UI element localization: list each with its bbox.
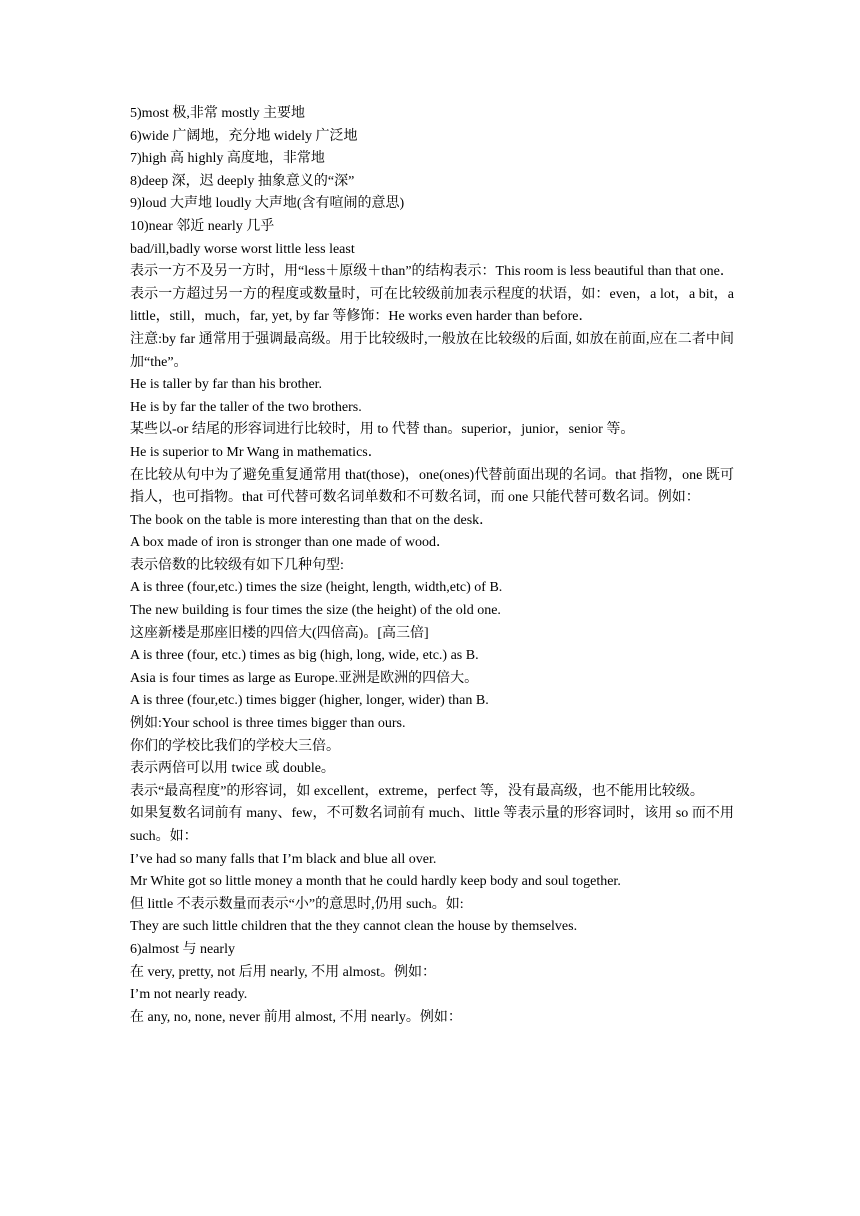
- section-heading: 6)almost 与 nearly: [130, 941, 235, 957]
- text-line: 但 little 不表示数量而表示“小”的意思时,仍用 such。如:: [130, 896, 464, 912]
- text-line: 表示两倍可以用 twice 或 double。: [130, 761, 335, 777]
- paragraph: 表示一方超过另一方的程度或数量时，可在比较级前加表示程度的状语，如：even，a lot，a bit，a little，still，much，far, yet, by far 等修饰：He works even harder than before．: [130, 286, 734, 325]
- example-sentence: Asia is four times as large as Europe.亚洲是欧洲的四倍大。: [130, 670, 479, 686]
- example-sentence: A box made of iron is stronger than one made of wood．: [130, 535, 450, 551]
- example-sentence: They are such little children that the they cannot clean the house by themselves.: [130, 919, 578, 935]
- paragraph: 表示一方不及另一方时，用“less＋原级＋than”的结构表示：This room is less beautiful than that one．: [130, 264, 734, 280]
- text-line: 9)loud 大声地 loudly 大声地(含有喧闹的意思): [130, 196, 405, 212]
- example-sentence: The new building is four times the size (the height) of the old one.: [130, 603, 501, 619]
- pattern-line: A is three (four,etc.) times the size (height, length, width,etc) of B.: [130, 580, 503, 596]
- text-line: 10)near 邻近 nearly 几乎: [130, 218, 275, 234]
- paragraph: 表示“最高程度”的形容词，如 excellent，extreme，perfect 等，没有最高级，也不能用比较级。: [130, 783, 704, 799]
- paragraph: 如果复数名词前有 many、few，不可数名词前有 much、little 等表示量的形容词时，该用 so 而不用 such。如：: [130, 806, 734, 844]
- text-line: 8)deep 深，迟 deeply 抽象意义的“深”: [130, 173, 355, 189]
- example-sentence: He is superior to Mr Wang in mathematics．: [130, 444, 382, 460]
- translation-line: 你们的学校比我们的学校大三倍。: [130, 738, 340, 754]
- translation-line: 这座新楼是那座旧楼的四倍大(四倍高)。[高三倍]: [130, 625, 429, 641]
- document-page: [130, 103, 734, 1029]
- pattern-line: A is three (four, etc.) times as big (high, long, wide, etc.) as B.: [130, 648, 479, 664]
- text-line: 在 very, pretty, not 后用 nearly, 不用 almost。例如：: [130, 964, 437, 980]
- text-line: 表示倍数的比较级有如下几种句型:: [130, 557, 344, 573]
- paragraph: 注意:by far 通常用于强调最高级。用于比较级时,一般放在比较级的后面, 如放在前面,应在二者中间加“the”。: [130, 331, 734, 370]
- text-line: bad/ill,badly worse worst little less least: [130, 241, 355, 257]
- text-line: 在 any, no, none, never 前用 almost, 不用 nearly。例如：: [130, 1009, 462, 1025]
- text-line: 6)wide 广阔地，充分地 widely 广泛地: [130, 128, 358, 144]
- pattern-line: A is three (four,etc.) times bigger (higher, longer, wider) than B.: [130, 693, 489, 709]
- example-sentence: I’m not nearly ready.: [130, 987, 248, 1003]
- example-sentence: I’ve had so many falls that I’m black and blue all over.: [130, 851, 437, 867]
- paragraph: 在比较从句中为了避免重复通常用 that(those)，one(ones)代替前面出现的名词。that 指物，one 既可指人，也可指物。that 可代替可数名词单数和不可数名词，而 one 只能代替可数名词。例如：: [130, 467, 734, 506]
- example-sentence: He is taller by far than his brother.: [130, 377, 323, 393]
- example-sentence: Mr White got so little money a month that he could hardly keep body and soul together.: [130, 874, 621, 890]
- text-line: 5)most 极,非常 mostly 主要地: [130, 106, 306, 121]
- example-sentence: He is by far the taller of the two brothers.: [130, 399, 362, 415]
- example-sentence: 例如:Your school is three times bigger than ours.: [130, 716, 406, 732]
- text-line: 7)high 高 highly 高度地，非常地: [130, 151, 325, 167]
- example-sentence: The book on the table is more interesting than that on the desk．: [130, 512, 494, 528]
- text-line: 某些以-or 结尾的形容词进行比较时，用 to 代替 than。superior，junior，senior 等。: [130, 422, 635, 438]
